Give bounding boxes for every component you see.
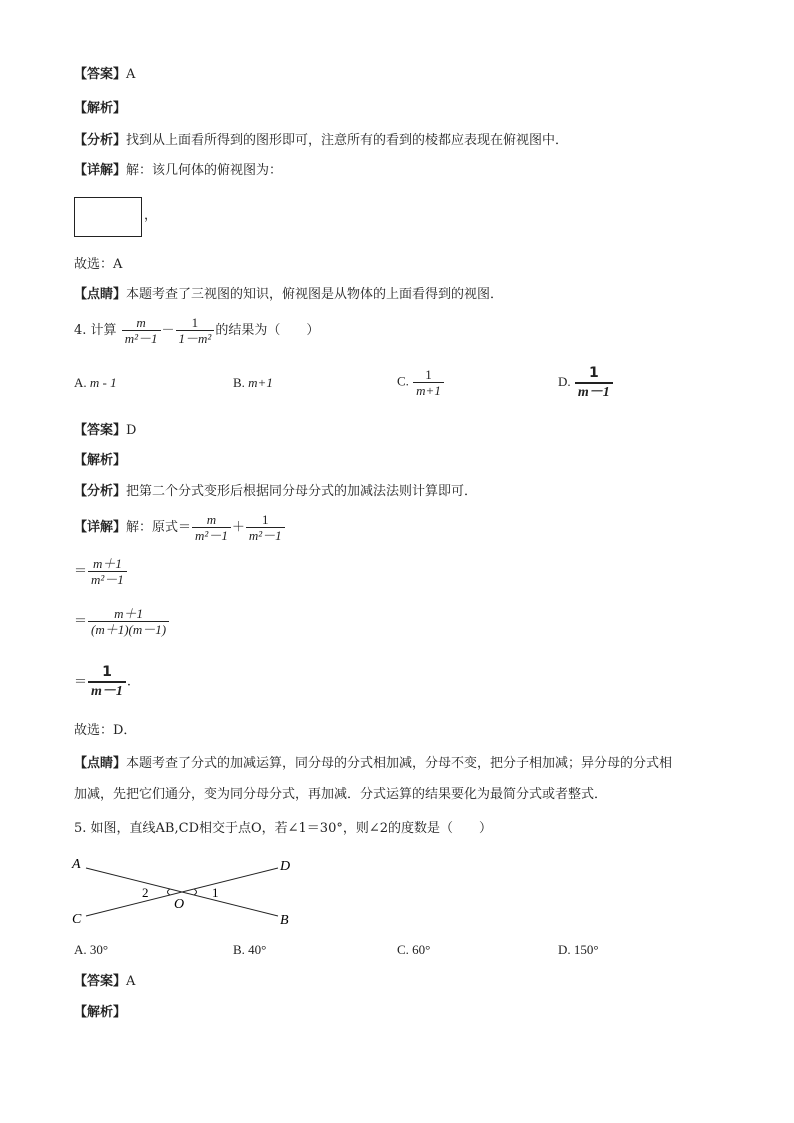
figure-comma: ， <box>144 208 158 223</box>
q4-step4 <box>74 664 131 700</box>
step2-num: m＋1 <box>92 556 122 571</box>
q5-analysis-tag: 【解析】 <box>74 1005 127 1020</box>
q4-detail-line <box>74 512 286 543</box>
step1b-num: 1 <box>261 512 269 527</box>
step4-frac <box>88 664 126 700</box>
q4-step3 <box>74 606 170 637</box>
option-a-text: m - 1 <box>89 375 117 390</box>
q5-answer-line <box>74 973 135 991</box>
q3-analysis-tag: 【解析】 <box>74 101 127 116</box>
option-d-frac <box>575 365 613 401</box>
frac2-den: 1－m² <box>176 330 215 346</box>
answer-value: D <box>126 423 137 438</box>
frac1-den: m²－1 <box>122 330 161 346</box>
step4-den: m－1 <box>88 681 126 700</box>
point-c-label: C <box>72 912 82 927</box>
step2-frac <box>88 556 127 587</box>
option-d-label: D. <box>558 373 571 389</box>
option-c-frac <box>413 367 444 398</box>
option-d-num: 1 <box>588 365 599 381</box>
step1b-den: m²－1 <box>246 527 285 543</box>
q4-comment-line2: 加减，先把它们通分，变为同分母分式，再加减．分式运算的结果要化为最简分式或者整式． <box>74 787 608 802</box>
option-b-text: m+1 <box>248 375 273 390</box>
angle-1-label: 1 <box>212 885 219 900</box>
q4-option-b <box>233 375 273 391</box>
q4-frac1 <box>122 315 161 346</box>
point-o-label: O <box>174 897 185 912</box>
step4-eq: ＝ <box>74 674 88 690</box>
q5-option-b: B. 40° <box>233 942 267 957</box>
q4-frac2 <box>176 315 215 346</box>
q4-number: 4. <box>74 323 87 338</box>
step1a-den: m²－1 <box>192 527 231 543</box>
q4-analysis-tag: 【解析】 <box>74 453 127 468</box>
step3-num: m＋1 <box>114 606 143 621</box>
answer-value: A <box>126 67 136 82</box>
answer-value: A <box>126 974 136 989</box>
angle-2-label: 2 <box>142 885 149 900</box>
intersecting-lines-figure <box>66 850 306 930</box>
step1-frac-b <box>246 512 285 543</box>
q4-stem-suffix: 的结果为（ ） <box>215 323 320 338</box>
point-a-label: A <box>72 857 81 872</box>
fenxi-text: 把第二个分式变形后根据同分母分式的加减法法则计算即可． <box>126 484 478 499</box>
top-view-rectangle <box>74 197 142 237</box>
q5-option-c: C. 60° <box>397 942 431 957</box>
q5-number: 5. <box>74 821 87 836</box>
fenxi-tag: 【分析】 <box>74 133 127 148</box>
q5-stem-text: 如图，直线AB,CD相交于点O，若∠1＝30°，则∠2的度数是（ ） <box>90 821 493 836</box>
option-a-label: A. <box>74 375 87 390</box>
angle-2-arc <box>168 889 171 895</box>
q3-fenxi-line <box>74 132 568 150</box>
answer-tag: 【答案】 <box>74 974 127 989</box>
step4-period: . <box>126 674 132 690</box>
comment-text-1: 本题考查了分式的加减运算，同分母的分式相加减，分母不变，把分子相加减；异分母的分式相 <box>126 756 673 771</box>
step3-den: (m＋1)(m－1) <box>88 621 169 637</box>
q5-option-d: D. 150° <box>558 942 599 957</box>
option-c-num: 1 <box>425 367 432 382</box>
comment-tag: 【点睛】 <box>74 756 127 771</box>
step1-frac-a <box>192 512 231 543</box>
answer-tag: 【答案】 <box>74 67 127 82</box>
step1-plus: ＋ <box>231 520 245 535</box>
q4-option-c <box>397 367 445 398</box>
q4-option-a <box>74 375 117 391</box>
q3-detail-line <box>74 162 282 180</box>
detail-tag: 【详解】 <box>74 520 127 535</box>
option-d-den: m－1 <box>575 382 613 401</box>
fenxi-tag: 【分析】 <box>74 484 127 499</box>
q4-choose: 故选：D． <box>74 723 137 738</box>
q4-stem-prefix: 计算 <box>90 323 117 338</box>
q3-choose: 故选：A <box>74 257 123 272</box>
point-b-label: B <box>280 913 289 928</box>
q4-stem <box>74 315 319 346</box>
comment-text: 本题考查了三视图的知识，俯视图是从物体的上面看得到的视图． <box>126 287 504 302</box>
step3-frac <box>88 606 169 637</box>
q4-minus: － <box>161 323 175 338</box>
option-c-label: C. <box>397 373 409 389</box>
q3-comment-line <box>74 286 503 304</box>
q4-step2 <box>74 556 128 587</box>
detail-text: 解：该几何体的俯视图为： <box>126 163 283 178</box>
frac2-num: 1 <box>191 315 199 330</box>
q4-option-d <box>558 365 614 401</box>
q5-stem <box>74 820 492 838</box>
angle-1-arc <box>194 889 197 895</box>
option-b-label: B. <box>233 375 245 390</box>
frac1-num: m <box>136 315 146 330</box>
detail-prefix: 解：原式＝ <box>126 520 192 535</box>
step2-eq: ＝ <box>74 564 88 579</box>
step2-den: m²－1 <box>88 571 127 587</box>
option-c-den: m+1 <box>413 382 444 398</box>
q4-answer-line <box>74 422 136 440</box>
detail-tag: 【详解】 <box>74 163 127 178</box>
fenxi-text: 找到从上面看所得到的图形即可，注意所有的看到的棱都应表现在俯视图中． <box>126 133 569 148</box>
step3-eq: ＝ <box>74 614 88 629</box>
comment-tag: 【点睛】 <box>74 287 127 302</box>
point-d-label: D <box>280 859 291 874</box>
q4-comment-line1 <box>74 755 672 773</box>
answer-tag: 【答案】 <box>74 423 127 438</box>
step1a-num: m <box>206 512 217 527</box>
q5-option-a: A. 30° <box>74 942 109 957</box>
step4-num: 1 <box>102 664 112 680</box>
q3-answer-line <box>74 66 135 84</box>
q4-fenxi-line <box>74 483 477 501</box>
